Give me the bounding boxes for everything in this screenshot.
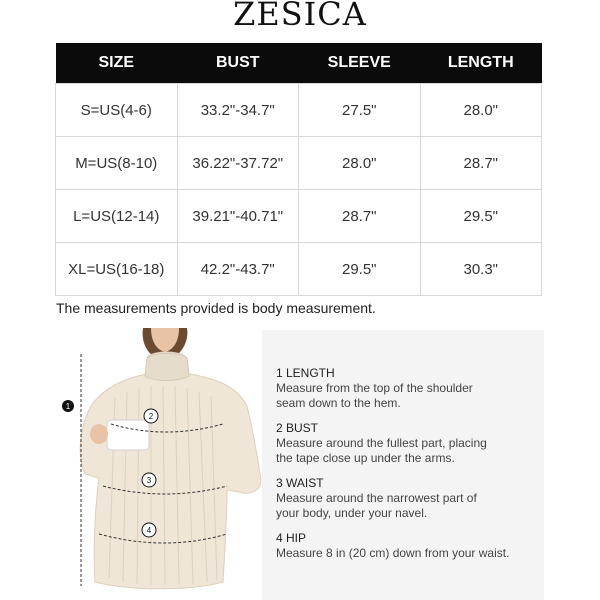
header-size: SIZE xyxy=(56,43,178,84)
turtleneck-shape xyxy=(145,354,189,381)
cell-sleeve: 27.5" xyxy=(299,84,421,137)
marker-4 xyxy=(142,523,156,537)
cell-size: L=US(12-14) xyxy=(56,190,178,243)
cell-length: 28.7" xyxy=(420,137,542,190)
marker-2 xyxy=(144,409,158,423)
sweater-illustration xyxy=(55,328,265,600)
header-sleeve: SLEEVE xyxy=(299,43,421,84)
marker-3 xyxy=(142,473,156,487)
cell-length: 28.0" xyxy=(420,84,542,137)
cell-size: XL=US(16-18) xyxy=(56,243,178,296)
guide-waist xyxy=(276,476,536,521)
cell-bust: 33.2"-34.7" xyxy=(177,84,299,137)
guide-title: 3 WAIST xyxy=(276,476,324,490)
guide-desc-line: Measure around the fullest part, placing xyxy=(276,436,487,450)
cell-bust: 42.2"-43.7" xyxy=(177,243,299,296)
guide-title: 2 BUST xyxy=(276,421,319,435)
svg-text:4: 4 xyxy=(146,526,152,535)
hand-shape xyxy=(90,424,108,444)
size-chart-table xyxy=(55,43,542,296)
model-photo xyxy=(55,328,265,600)
brand-logo: ZESICA xyxy=(233,0,367,33)
svg-text:3: 3 xyxy=(146,476,152,485)
guide-title: 4 HIP xyxy=(276,531,307,545)
marker-1 xyxy=(62,400,74,412)
cell-length: 29.5" xyxy=(420,190,542,243)
table-row xyxy=(56,84,542,137)
svg-text:1: 1 xyxy=(65,402,71,411)
guide-desc-line: Measure from the top of the shoulder xyxy=(276,381,473,395)
cell-bust: 36.22"-37.72" xyxy=(177,137,299,190)
cell-sleeve: 28.7" xyxy=(299,190,421,243)
cell-size: S=US(4-6) xyxy=(56,84,178,137)
guide-desc-line: your body, under your navel. xyxy=(276,506,428,520)
cell-bust: 39.21"-40.71" xyxy=(177,190,299,243)
header-length: LENGTH xyxy=(420,43,542,84)
guide-desc-line: Measure 8 in (20 cm) down from your waist. xyxy=(276,546,510,560)
guide-desc-line: Measure around the narrowest part of xyxy=(276,491,477,505)
table-row xyxy=(56,243,542,296)
guide-hip xyxy=(276,531,536,561)
guide-desc-line: seam down to the hem. xyxy=(276,396,401,410)
guide-desc-line: the tape close up under the arms. xyxy=(276,451,455,465)
table-row xyxy=(56,190,542,243)
header-bust: BUST xyxy=(177,43,299,84)
table-row xyxy=(56,137,542,190)
measurement-guide xyxy=(262,330,544,600)
svg-text:2: 2 xyxy=(148,412,154,421)
sweater-shape xyxy=(80,352,261,589)
guide-bust xyxy=(276,421,536,466)
cell-length: 30.3" xyxy=(420,243,542,296)
cell-size: M=US(8-10) xyxy=(56,137,178,190)
cell-sleeve: 28.0" xyxy=(299,137,421,190)
measurement-note: The measurements provided is body measurement. xyxy=(56,300,376,316)
guide-length xyxy=(276,366,536,411)
guide-title: 1 LENGTH xyxy=(276,366,335,380)
table-header-row xyxy=(56,43,542,84)
cell-sleeve: 29.5" xyxy=(299,243,421,296)
